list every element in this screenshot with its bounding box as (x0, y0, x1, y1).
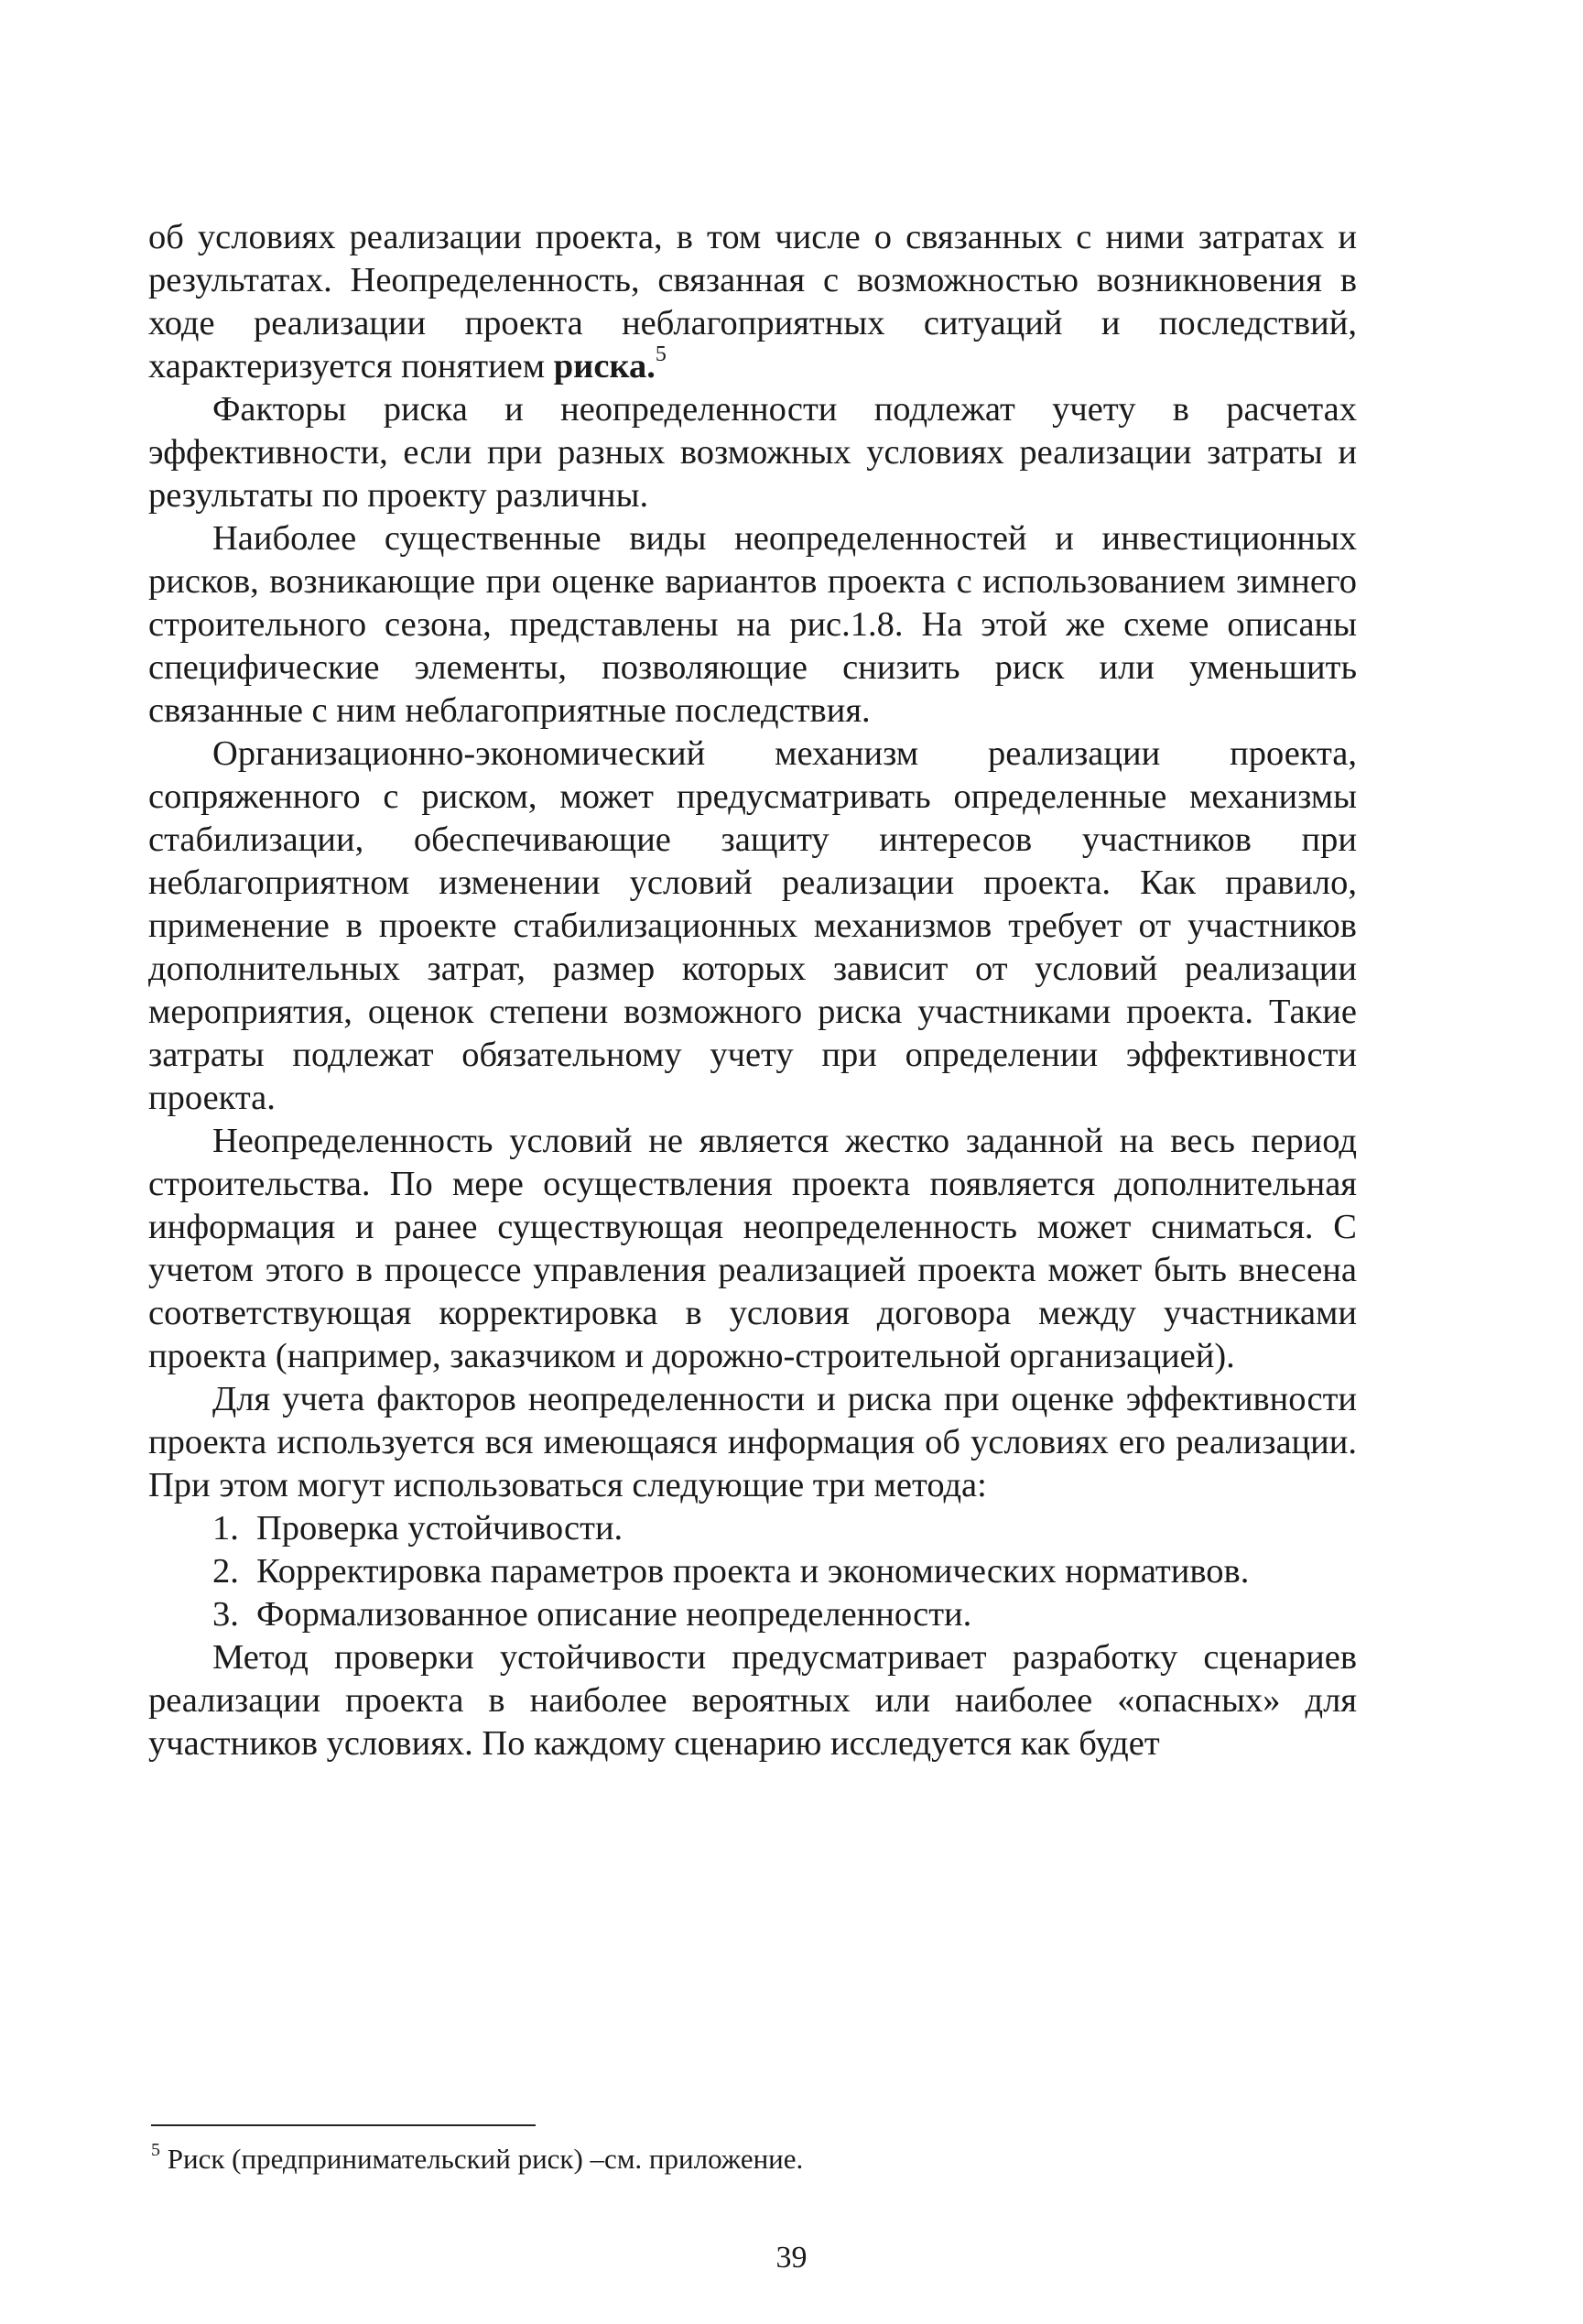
footnote-reference: 5 (655, 342, 667, 366)
paragraph-6: Для учета факторов неопределенности и риска при оценке эффективности проекта используется вся имеющаяся информация об условиях его реализации. При этом могут использоваться следующие три метода: (148, 1380, 1357, 1504)
paragraph-2: Факторы риска и неопределенности подлежат учету в расчетах эффективности, если при разных возможных условиях реализации затраты и результаты по проекту различны. (148, 390, 1357, 515)
list-item-text: Формализованное описание неопределенности. (256, 1595, 972, 1634)
footnote (151, 2141, 803, 2177)
list-item-number: 1. (212, 1509, 239, 1548)
list-item (148, 1507, 1357, 1550)
list-item-number: 2. (212, 1552, 239, 1591)
list-item-text: Корректировка параметров проекта и экономических нормативов. (256, 1552, 1250, 1591)
paragraph-1 (148, 216, 1357, 388)
paragraph-4: Организационно-экономический механизм реализации проекта, сопряженного с риском, может предусматривать определенные механизмы стабилизации, обеспечивающие защиту интересов участников при неблагоприятном изменении условий реализации проекта. Как правило, применение в проекте стабилизационных механизмов требует от участников дополнительных затрат, размер которых зависит от условий реализации мероприятия, оценок степени возможного риска участниками проекта. Такие затраты подлежат обязательному учету при определении эффективности проекта. (148, 734, 1357, 1117)
list-item (148, 1593, 1357, 1636)
footnote-mark: 5 (151, 2140, 160, 2160)
methods-list (148, 1507, 1357, 1636)
paragraph-3: Наиболее существенные виды неопределенностей и инвестиционных рисков, возникающие при оценке вариантов проекта с использованием зимнего строительного сезона, представлены на рис.1.8. На этой же схеме описаны специфические элементы, позволяющие снизить риск или уменьшить связанные с ним неблагоприятные последствия. (148, 519, 1357, 730)
list-item-number: 3. (212, 1595, 239, 1634)
paragraph-1-text: об условиях реализации проекта, в том числе о связанных с ними затратах и результатах. Неопределенность, связанная с возможностью возникновения в ходе реализации проекта неблагоприятных ситуаций и последствий, характеризуется понятием (148, 218, 1357, 386)
footnote-text: Риск (предпринимательский риск) –см. приложение. (160, 2143, 804, 2175)
footnote-divider (151, 2124, 536, 2126)
term-risk: риска. (553, 347, 656, 386)
paragraph-7: Метод проверки устойчивости предусматривает разработку сценариев реализации проекта в наиболее вероятных или наиболее «опасных» для участников условиях. По каждому сценарию исследуется как будет (148, 1638, 1357, 1763)
body-text (148, 216, 1357, 1765)
list-item-text: Проверка устойчивости. (256, 1509, 623, 1548)
list-item (148, 1550, 1357, 1593)
page-number: 39 (775, 2241, 808, 2275)
paragraph-5: Неопределенность условий не является жестко заданной на весь период строительства. По мере осуществления проекта появляется дополнительная информация и ранее существующая неопределенность может сниматься. С учетом этого в процессе управления реализацией проекта может быть внесена соответствующая корректировка в условия договора между участниками проекта (например, заказчиком и дорожно-строительной организацией). (148, 1122, 1357, 1375)
